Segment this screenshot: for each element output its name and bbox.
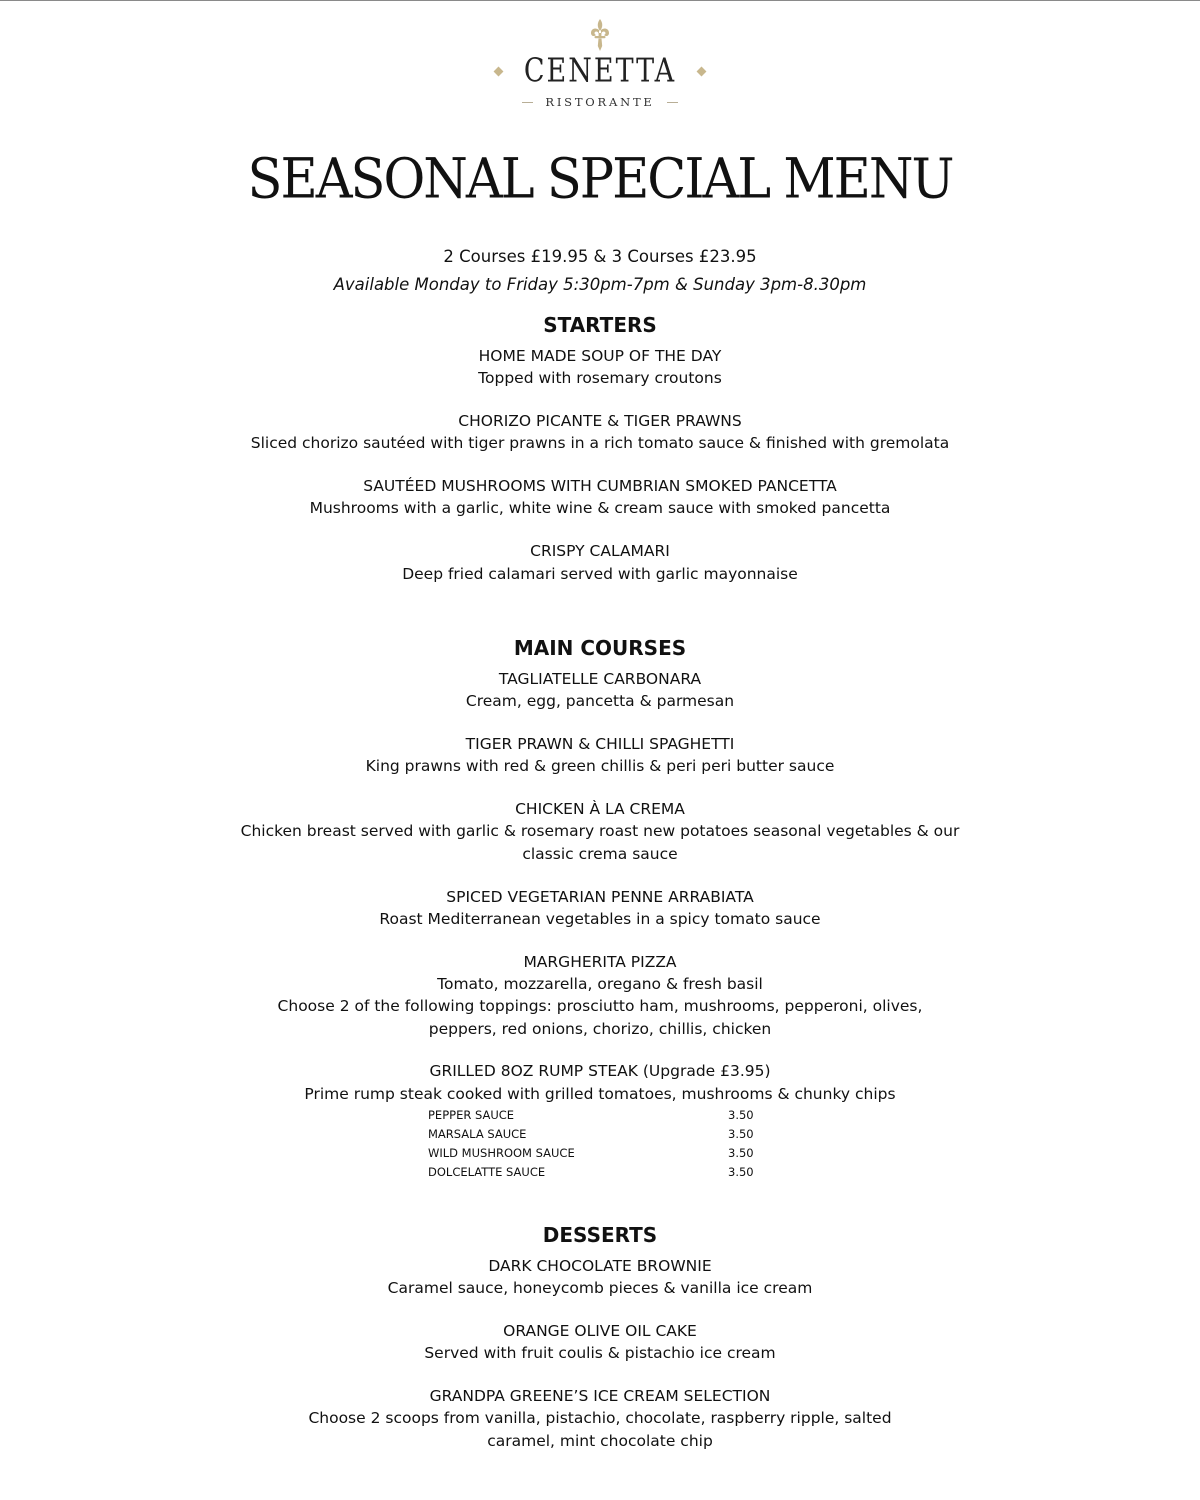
sauce-row (428, 1163, 768, 1182)
item-name: GRILLED 8OZ RUMP STEAK (Upgrade £3.95) (429, 1062, 771, 1081)
item-name: SAUTÉED MUSHROOMS WITH CUMBRIAN SMOKED PANCETTA (363, 477, 837, 496)
menu-item (0, 410, 1200, 455)
menu-title: SEASONAL SPECIAL MENU (247, 147, 953, 212)
fleur-de-lis-icon (589, 18, 611, 52)
item-name: TAGLIATELLE CARBONARA (498, 670, 702, 688)
top-border-line (0, 0, 1200, 1)
item-description: Sliced chorizo sautéed with tiger prawns in a rich tomato sauce & finished with gremolata (250, 434, 950, 453)
brand-name: CENETTA (523, 52, 677, 91)
item-name: CHORIZO PICANTE & TIGER PRAWNS (458, 412, 742, 431)
brand-subtitle-row (0, 95, 1200, 109)
sauce-row (428, 1144, 768, 1163)
sauce-name: WILD MUSHROOM SAUCE (428, 1145, 575, 1160)
item-name: GRANDPA GREENE’S ICE CREAM SELECTION (429, 1387, 771, 1406)
menu-item (0, 1060, 1200, 1182)
sauce-price: 3.50 (728, 1145, 754, 1160)
diamond-ornament-icon (697, 67, 707, 77)
item-description: Served with fruit coulis & pistachio ice cream (424, 1344, 776, 1363)
menu-item (0, 668, 1200, 713)
item-name: ORANGE OLIVE OIL CAKE (503, 1322, 697, 1341)
menu-item (0, 886, 1200, 931)
item-name: TIGER PRAWN & CHILLI SPAGHETTI (465, 735, 735, 754)
item-description: Tomato, mozzarella, oregano & fresh basil (437, 974, 763, 993)
menu-item (0, 1385, 1200, 1452)
item-name: CHICKEN À LA CREMA (515, 800, 685, 819)
item-description: Caramel sauce, honeycomb pieces & vanilla ice cream (387, 1279, 813, 1298)
item-description: Cream, egg, pancetta & parmesan (465, 692, 735, 711)
sauce-price: 3.50 (728, 1126, 754, 1141)
availability-note: Available Monday to Friday 5:30pm-7pm & Sunday 3pm-8.30pm (333, 275, 867, 294)
starters-section (0, 311, 1200, 585)
pricing-info (0, 243, 1200, 299)
sauce-row (428, 1106, 768, 1125)
menu-item (0, 1320, 1200, 1365)
sauce-list (428, 1106, 768, 1182)
brand-row (0, 52, 1200, 91)
menu-item (0, 345, 1200, 390)
menu-item (0, 540, 1200, 585)
item-description: Mushrooms with a garlic, white wine & cream sauce with smoked pancetta (309, 499, 891, 518)
menu-item (0, 798, 1200, 865)
sauce-name: MARSALA SAUCE (428, 1126, 527, 1141)
restaurant-logo (0, 18, 1200, 109)
item-description: Topped with rosemary croutons (478, 369, 722, 388)
section-heading-starters: STARTERS (543, 313, 657, 337)
item-name: SPICED VEGETARIAN PENNE ARRABIATA (446, 887, 754, 906)
course-pricing: 2 Courses £19.95 & 3 Courses £23.95 (443, 247, 757, 266)
item-description: Choose 2 scoops from vanilla, pistachio, chocolate, raspberry ripple, salted caramel, mint chocolate chip (308, 1409, 892, 1450)
item-description: Chicken breast served with garlic & rosemary roast new potatoes seasonal vegetables & our classic crema sauce (240, 822, 960, 863)
dash-ornament (522, 102, 533, 103)
section-heading-desserts: DESSERTS (542, 1223, 658, 1247)
menu-item (0, 951, 1200, 1040)
brand-subtitle: RISTORANTE (545, 95, 655, 109)
item-description: King prawns with red & green chillis & peri peri butter sauce (365, 757, 835, 776)
item-description: Prime rump steak cooked with grilled tomatoes, mushrooms & chunky chips (304, 1084, 896, 1103)
dash-ornament (667, 102, 678, 103)
item-name: HOME MADE SOUP OF THE DAY (478, 347, 722, 365)
section-heading-mains: MAIN COURSES (513, 636, 687, 660)
desserts-section (0, 1221, 1200, 1452)
sauce-row (428, 1125, 768, 1144)
main-courses-section (0, 634, 1200, 1182)
menu-item (0, 475, 1200, 520)
item-description: Deep fried calamari served with garlic mayonnaise (402, 564, 798, 583)
item-description: Roast Mediterranean vegetables in a spicy tomato sauce (379, 909, 821, 928)
menu-item (0, 1255, 1200, 1300)
item-name: DARK CHOCOLATE BROWNIE (488, 1257, 712, 1275)
item-name: CRISPY CALAMARI (530, 542, 670, 561)
sauce-price: 3.50 (728, 1107, 754, 1122)
diamond-ornament-icon (493, 67, 503, 77)
sauce-name: DOLCELATTE SAUCE (428, 1164, 546, 1179)
sauce-price: 3.50 (728, 1164, 754, 1179)
sauce-name: PEPPER SAUCE (428, 1107, 515, 1122)
item-name: MARGHERITA PIZZA (523, 952, 677, 971)
item-toppings-note: Choose 2 of the following toppings: prosciutto ham, mushrooms, pepperoni, olives, peppers, red onions, chorizo, chillis, chicken (277, 997, 923, 1038)
menu-item (0, 733, 1200, 778)
